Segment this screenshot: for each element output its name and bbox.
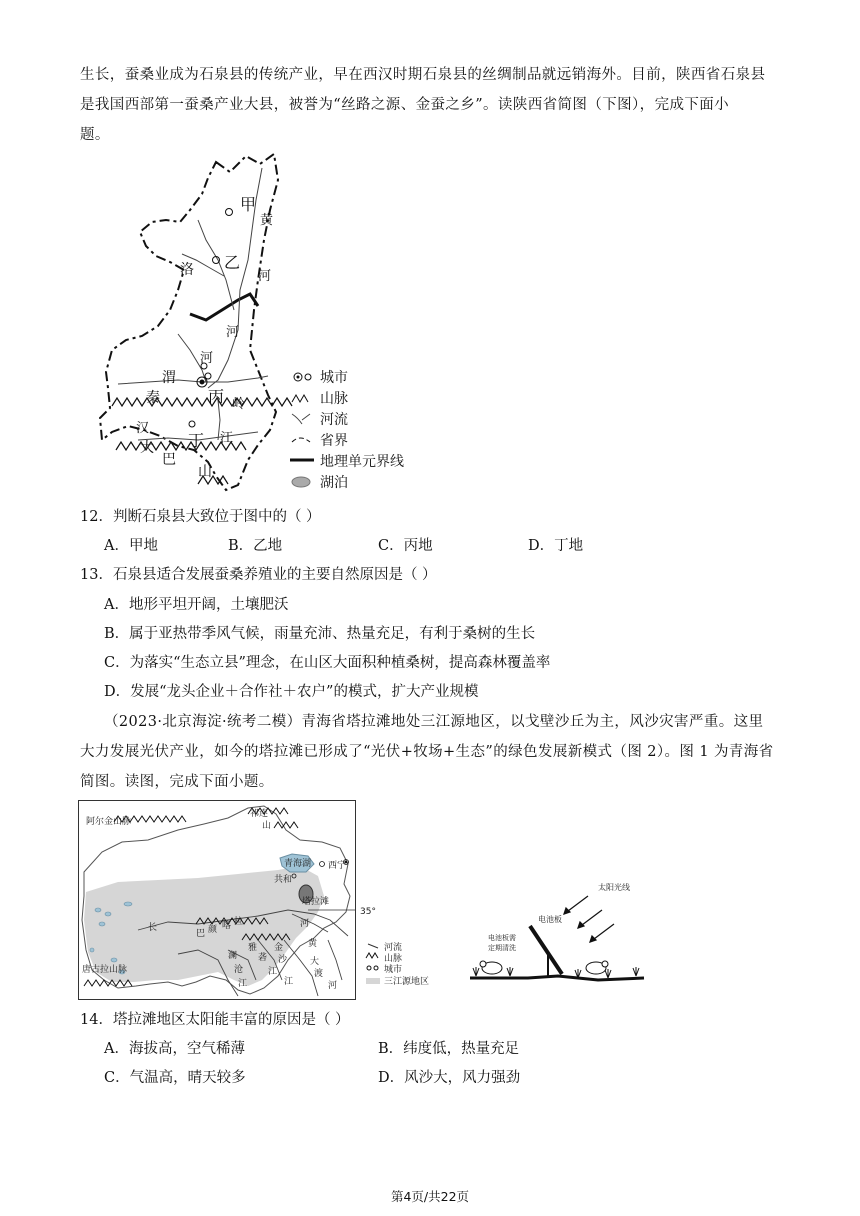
label-jiang: 江 <box>220 431 234 446</box>
label-long: 砻 <box>258 953 268 963</box>
q14-option-d[interactable]: D．风沙大，风力强劲 <box>378 1070 521 1086</box>
label-tanggula: 唐古拉山脉 <box>82 965 128 975</box>
label-huang: 黄 <box>260 213 274 228</box>
label-gonghe: 共和 <box>274 875 293 885</box>
q12-option-a[interactable]: A．甲地 <box>104 538 158 554</box>
label-sha: 沙 <box>278 955 288 965</box>
label-dada: 大 <box>310 957 320 967</box>
label-ya: 雅 <box>248 943 258 953</box>
q14-option-a[interactable]: A．海拔高，空气稀薄 <box>104 1041 245 1057</box>
legend-unit-boundary: 地理单元界线 <box>320 454 404 470</box>
label-cang: 沧 <box>234 965 244 975</box>
label-he3: 河 <box>200 351 214 366</box>
intro-line-1: 生长，蚕桑业成为石泉县的传统产业，早在西汉时期石泉县的丝绸制品就远销海外。目前，陕西省石泉县 <box>80 67 766 83</box>
label-luo: 洛 <box>180 262 194 278</box>
legend-lake: 湖泊 <box>320 475 348 491</box>
q12-option-c[interactable]: C．丙地 <box>378 538 433 554</box>
passage-2-line-2: 大力发展光伏产业，如今的塔拉滩已形成了“光伏+牧场+生态”的绿色发展新模式（图 2）。图 1 为青海省 <box>80 744 774 760</box>
qinghai-map <box>78 800 654 1000</box>
label-han: 汉 <box>136 421 150 436</box>
label-35-degree: 35° <box>360 907 376 917</box>
pv-figure <box>470 882 644 980</box>
legend2-river: 河流 <box>384 943 403 953</box>
label-ding: 丁 <box>188 431 205 450</box>
legend-mountain: 山脉 <box>320 391 348 407</box>
passage-2 <box>80 707 780 797</box>
label-du: 渡 <box>314 969 324 979</box>
q14-option-c[interactable]: C．气温高，晴天较多 <box>104 1070 246 1086</box>
label-yalong-jiang: 江 <box>268 967 278 977</box>
passage-2-line-1: （2023·北京海淀·统考二模）青海省塔拉滩地处三江源地区，以戈壁沙丘为主，风沙灾害严重。这里 <box>104 714 764 730</box>
label-aerjin: 阿尔金山脉 <box>86 817 132 827</box>
label-huang-he: 河 <box>300 919 310 929</box>
label-dadu-he: 河 <box>328 981 338 991</box>
fig2-clean-note-1: 电池板需 <box>488 934 516 942</box>
label-ling: 岭 <box>232 397 246 412</box>
label-xining: 西宁 <box>328 861 347 871</box>
label-yi: 乙 <box>224 253 241 272</box>
unit-boundary <box>190 294 258 320</box>
q12-option-d[interactable]: D．丁地 <box>528 538 584 554</box>
label-wei: 渭 <box>162 370 176 386</box>
question-13-stem: 13．石泉县适合发展蚕桑养殖业的主要自然原因是（ ） <box>80 567 437 583</box>
label-he2: 河 <box>226 325 240 340</box>
label-lan: 澜 <box>228 951 238 961</box>
q13-option-c[interactable]: C．为落实“生态立县”理念，在山区大面积种植桑树，提高森林覆盖率 <box>104 655 551 671</box>
fig2-clean-note-2: 定期清洗 <box>488 944 516 952</box>
question-14-stem: 14．塔拉滩地区太阳能丰富的原因是（ ） <box>80 1012 350 1028</box>
label-lancang-jiang: 江 <box>238 979 248 989</box>
label-jin: 金 <box>274 943 284 953</box>
intro-paragraph <box>80 60 780 150</box>
q13-option-a[interactable]: A．地形平坦开阔，土壤肥沃 <box>104 597 289 613</box>
label-ke: 喀 <box>222 921 232 931</box>
q13-option-d[interactable]: D．发展“龙头企业＋合作社＋农户”的模式，扩大产业规模 <box>104 684 479 700</box>
shaanxi-map <box>98 150 418 500</box>
legend2-mountain: 山脉 <box>384 954 403 964</box>
label-huang: 黄 <box>308 939 318 949</box>
label-qilian: 祁连 <box>250 809 269 819</box>
legend2-region: 三江源地区 <box>384 977 430 987</box>
legend-city: 城市 <box>320 370 348 386</box>
label-qinghaihu: 青海湖 <box>284 859 312 869</box>
label-qilian-shan: 山 <box>262 821 272 831</box>
page-footer: 第4页/共22页 <box>390 1189 470 1204</box>
label-qin: 秦 <box>146 390 160 406</box>
q13-option-b[interactable]: B．属于亚热带季风气候，雨量充沛、热量充足，有利于桑树的生长 <box>104 626 536 642</box>
label-jia: 甲 <box>240 195 257 214</box>
legend-province-border: 省界 <box>320 433 348 449</box>
q12-option-b[interactable]: B．乙地 <box>228 538 283 554</box>
label-shan: 山 <box>198 464 212 480</box>
label-ba: 巴 <box>196 929 206 939</box>
label-bing: 丙 <box>208 387 225 406</box>
fig2-sunlight-label: 太阳光线 <box>598 883 630 892</box>
fig2-panel-label: 电池板 <box>538 915 562 924</box>
q14-option-b[interactable]: B．纬度低，热量充足 <box>378 1041 520 1057</box>
label-chang: 长 <box>148 923 158 933</box>
label-da: 大 <box>140 440 154 456</box>
legend-river: 河流 <box>320 412 348 428</box>
question-12-stem: 12．判断石泉县大致位于图中的（ ） <box>80 509 321 525</box>
label-la: 拉 <box>234 917 244 927</box>
label-ba: 巴 <box>162 452 176 468</box>
label-talatan: 塔拉滩 <box>302 897 330 907</box>
intro-line-2: 是我国西部第一蚕桑产业大县，被誉为“丝路之源、金蚕之乡”。读陕西省简图（下图），完成下面小 <box>80 97 730 113</box>
passage-2-line-3: 简图。读图，完成下面小题。 <box>80 774 274 790</box>
map2-legend <box>366 941 429 987</box>
label-he1: 河 <box>258 269 272 284</box>
label-jinsha-jiang: 江 <box>284 977 294 987</box>
map1-legend <box>290 370 404 491</box>
legend2-city: 城市 <box>384 965 403 975</box>
label-yan: 颜 <box>208 925 218 935</box>
intro-line-3: 题。 <box>80 127 110 143</box>
